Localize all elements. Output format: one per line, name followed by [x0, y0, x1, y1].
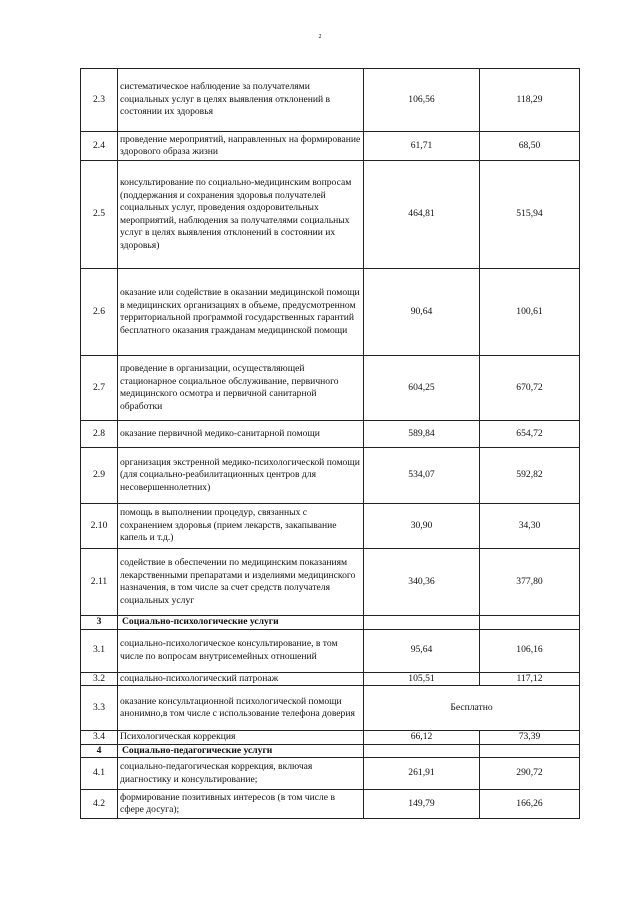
tariff-value-2: 100,61 — [480, 269, 580, 356]
tariff-value-2: 34,30 — [480, 504, 580, 549]
tariff-value-1 — [364, 616, 480, 630]
service-name: консультирование по социально-медицинским вопросам (поддержания и сохранения здоровья получателей социальных услуг, проведения оздоровительных мероприятий, наблюдения за получателями социальных услуг в целях выявления отклонений в состоянии их здоровья) — [118, 161, 364, 269]
table-row — [81, 790, 580, 819]
table-row — [81, 356, 580, 421]
tariff-value-2: 106,16 — [480, 629, 580, 672]
tariff-value-1: 464,81 — [364, 161, 480, 269]
row-number: 3 — [81, 616, 118, 630]
tariff-value-2: 592,82 — [480, 448, 580, 504]
table-row — [81, 731, 580, 745]
tariff-value-1: 604,25 — [364, 356, 480, 421]
service-name: социально-психологический патронаж — [118, 672, 364, 686]
row-number: 2.4 — [81, 132, 118, 161]
tariff-value-1: 95,64 — [364, 629, 480, 672]
tariff-value-1: 30,90 — [364, 504, 480, 549]
tariff-value-1: 90,64 — [364, 269, 480, 356]
row-number: 2.10 — [81, 504, 118, 549]
table-row — [81, 69, 580, 132]
tariff-value-1: 589,84 — [364, 421, 480, 448]
service-name: социально-педагогическая коррекция, включая диагностику и консультирование; — [118, 758, 364, 790]
service-name: организация экстренной медико-психологической помощи (для социально-реабилитационных центров для несовершеннолетних) — [118, 448, 364, 504]
tariff-value-2: 377,80 — [480, 549, 580, 616]
page-number: 2 — [318, 34, 322, 40]
service-name: оказание консультационной психологической помощи анонимно,в том числе с использование телефона доверия — [118, 686, 364, 731]
section-title: Социально-педагогические услуги — [118, 744, 364, 758]
table-row — [81, 132, 580, 161]
table-row — [81, 448, 580, 504]
row-number: 2.5 — [81, 161, 118, 269]
section-title: Социально-психологические услуги — [118, 616, 364, 630]
tariff-value-2 — [480, 616, 580, 630]
free-of-charge-cell: Бесплатно — [364, 686, 580, 731]
service-name: оказание или содействие в оказании медицинской помощи в медицинских организациях в объеме, предусмотренном территориальной программой государственных гарантий бесплатного оказания гражданам медицинской помощи — [118, 269, 364, 356]
tariff-value-2: 515,94 — [480, 161, 580, 269]
tariff-value-1: 340,36 — [364, 549, 480, 616]
tariff-value-1: 66,12 — [364, 731, 480, 745]
tariff-value-1: 61,71 — [364, 132, 480, 161]
row-number: 3.1 — [81, 629, 118, 672]
table-row — [81, 161, 580, 269]
tariff-table-body — [81, 69, 580, 819]
service-name: содействие в обеспечении по медицинским показаниям лекарственными препаратами и изделиями медицинского назначения, в том числе за счет средств получателя социальных услуг — [118, 549, 364, 616]
table-row — [81, 504, 580, 549]
service-name: оказание первичной медико-санитарной помощи — [118, 421, 364, 448]
tariff-value-2: 166,26 — [480, 790, 580, 819]
tariff-value-1 — [364, 744, 480, 758]
service-name: систематическое наблюдение за получателями социальных услуг в целях выявления отклонений в состоянии их здоровья — [118, 69, 364, 132]
service-name: социально-психологическое консультирование, в том числе по вопросам внутрисемейных отношений — [118, 629, 364, 672]
service-name: Психологическая коррекция — [118, 731, 364, 745]
row-number: 2.8 — [81, 421, 118, 448]
table-row — [81, 549, 580, 616]
table-row — [81, 629, 580, 672]
service-name: формирование позитивных интересов (в том числе в сфере досуга); — [118, 790, 364, 819]
table-row — [81, 758, 580, 790]
table-row — [81, 672, 580, 686]
tariff-table — [80, 68, 580, 819]
row-number: 2.7 — [81, 356, 118, 421]
row-number: 2.11 — [81, 549, 118, 616]
row-number: 4 — [81, 744, 118, 758]
row-number: 2.3 — [81, 69, 118, 132]
tariff-value-1: 534,07 — [364, 448, 480, 504]
tariff-value-1: 105,51 — [364, 672, 480, 686]
table-row — [81, 421, 580, 448]
service-name: проведение мероприятий, направленных на формирование здорового образа жизни — [118, 132, 364, 161]
section-row — [81, 616, 580, 630]
row-number: 3.4 — [81, 731, 118, 745]
tariff-value-2 — [480, 744, 580, 758]
section-row — [81, 744, 580, 758]
table-row — [81, 269, 580, 356]
row-number: 3.2 — [81, 672, 118, 686]
tariff-value-2: 290,72 — [480, 758, 580, 790]
tariff-value-2: 73,39 — [480, 731, 580, 745]
service-name: проведение в организации, осуществляющей стационарное социальное обслуживание, первичного медицинского осмотра и первичной санитарной обработки — [118, 356, 364, 421]
row-number: 2.9 — [81, 448, 118, 504]
tariff-value-2: 118,29 — [480, 69, 580, 132]
tariff-value-1: 149,79 — [364, 790, 480, 819]
table-row — [81, 686, 580, 731]
row-number: 2.6 — [81, 269, 118, 356]
tariff-value-2: 117,12 — [480, 672, 580, 686]
row-number: 4.2 — [81, 790, 118, 819]
tariff-value-1: 106,56 — [364, 69, 480, 132]
tariff-value-2: 68,50 — [480, 132, 580, 161]
row-number: 4.1 — [81, 758, 118, 790]
tariff-value-2: 670,72 — [480, 356, 580, 421]
row-number: 3.3 — [81, 686, 118, 731]
tariff-value-1: 261,91 — [364, 758, 480, 790]
service-name: помощь в выполнении процедур, связанных с сохранением здоровья (прием лекарств, закапывание капель и т.д.) — [118, 504, 364, 549]
tariff-value-2: 654,72 — [480, 421, 580, 448]
